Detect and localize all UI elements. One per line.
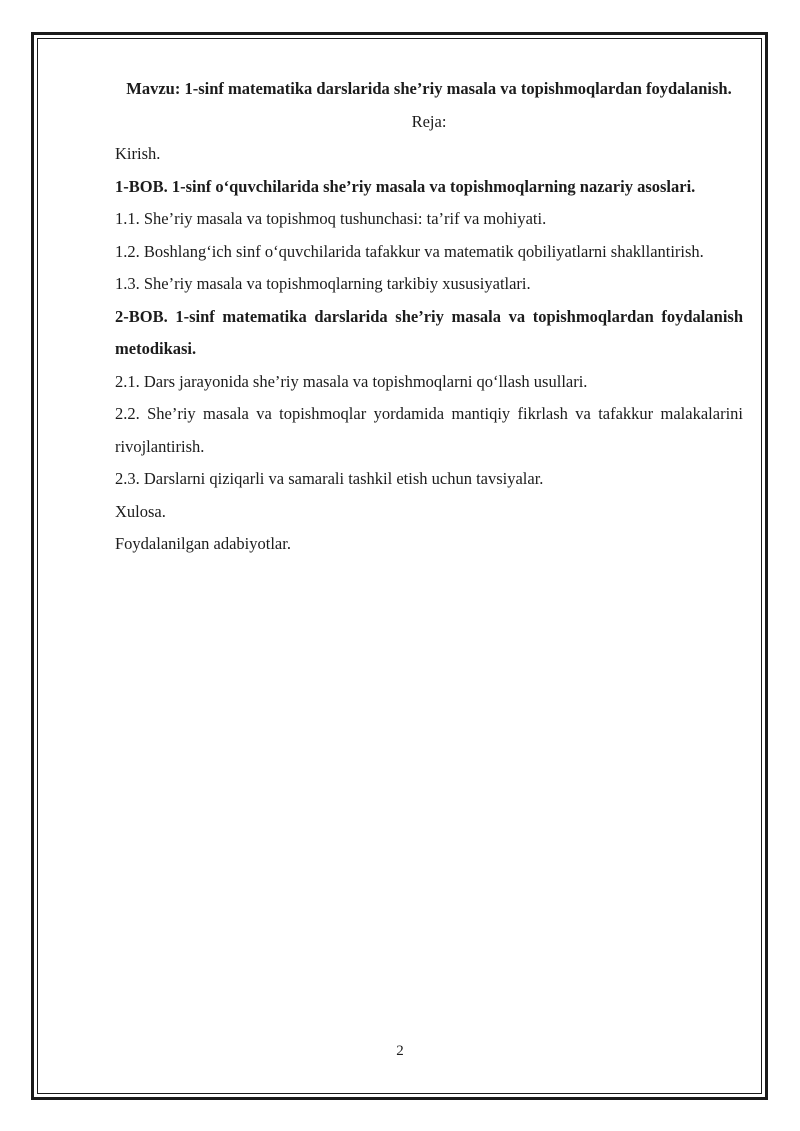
toc-section-1-1: 1.1. She’riy masala va topishmoq tushunchasi: ta’rif va mohiyati. <box>115 209 547 228</box>
toc-chapter-2: 2-BOB. 1-sinf matematika darslarida she’riy masala va topishmoqlardan foydalanish metodikasi. <box>115 306 743 358</box>
toc-section-1-3: 1.3. She’riy masala va topishmoqlarning tarkibiy xususiyatlari. <box>115 274 531 293</box>
toc-chapter-1: 1-BOB. 1-sinf o‘quvchilarida she’riy masala va topishmoqlarning nazariy asoslari. <box>115 176 696 196</box>
toc-item-references: Foydalanilgan adabiyotlar. <box>115 534 291 553</box>
document-title: Mavzu: 1-sinf matematika darslarida she’riy masala va topishmoqlardan foydalanish. <box>126 79 732 98</box>
toc-section-2-3: 2.3. Darslarni qiziqarli va samarali tashkil etish uchun tavsiyalar. <box>115 469 544 488</box>
toc-item-conclusion: Xulosa. <box>115 501 166 521</box>
toc-item-introduction: Kirish. <box>115 144 161 163</box>
plan-heading: Reja: <box>411 111 447 131</box>
toc-section-2-1: 2.1. Dars jarayonida she’riy masala va topishmoqlarni qo‘llash usullari. <box>115 371 588 391</box>
toc-section-2-2: 2.2. She’riy masala va topishmoqlar yordamida mantiqiy fikrlash va tafakkur malakalarini rivojlantirish. <box>115 404 743 456</box>
document-body <box>115 73 743 561</box>
toc-section-1-2: 1.2. Boshlang‘ich sinf o‘quvchilarida tafakkur va matematik qobiliyatlarni shakllantirish. <box>115 241 704 261</box>
page-number: 2 <box>396 1043 404 1059</box>
